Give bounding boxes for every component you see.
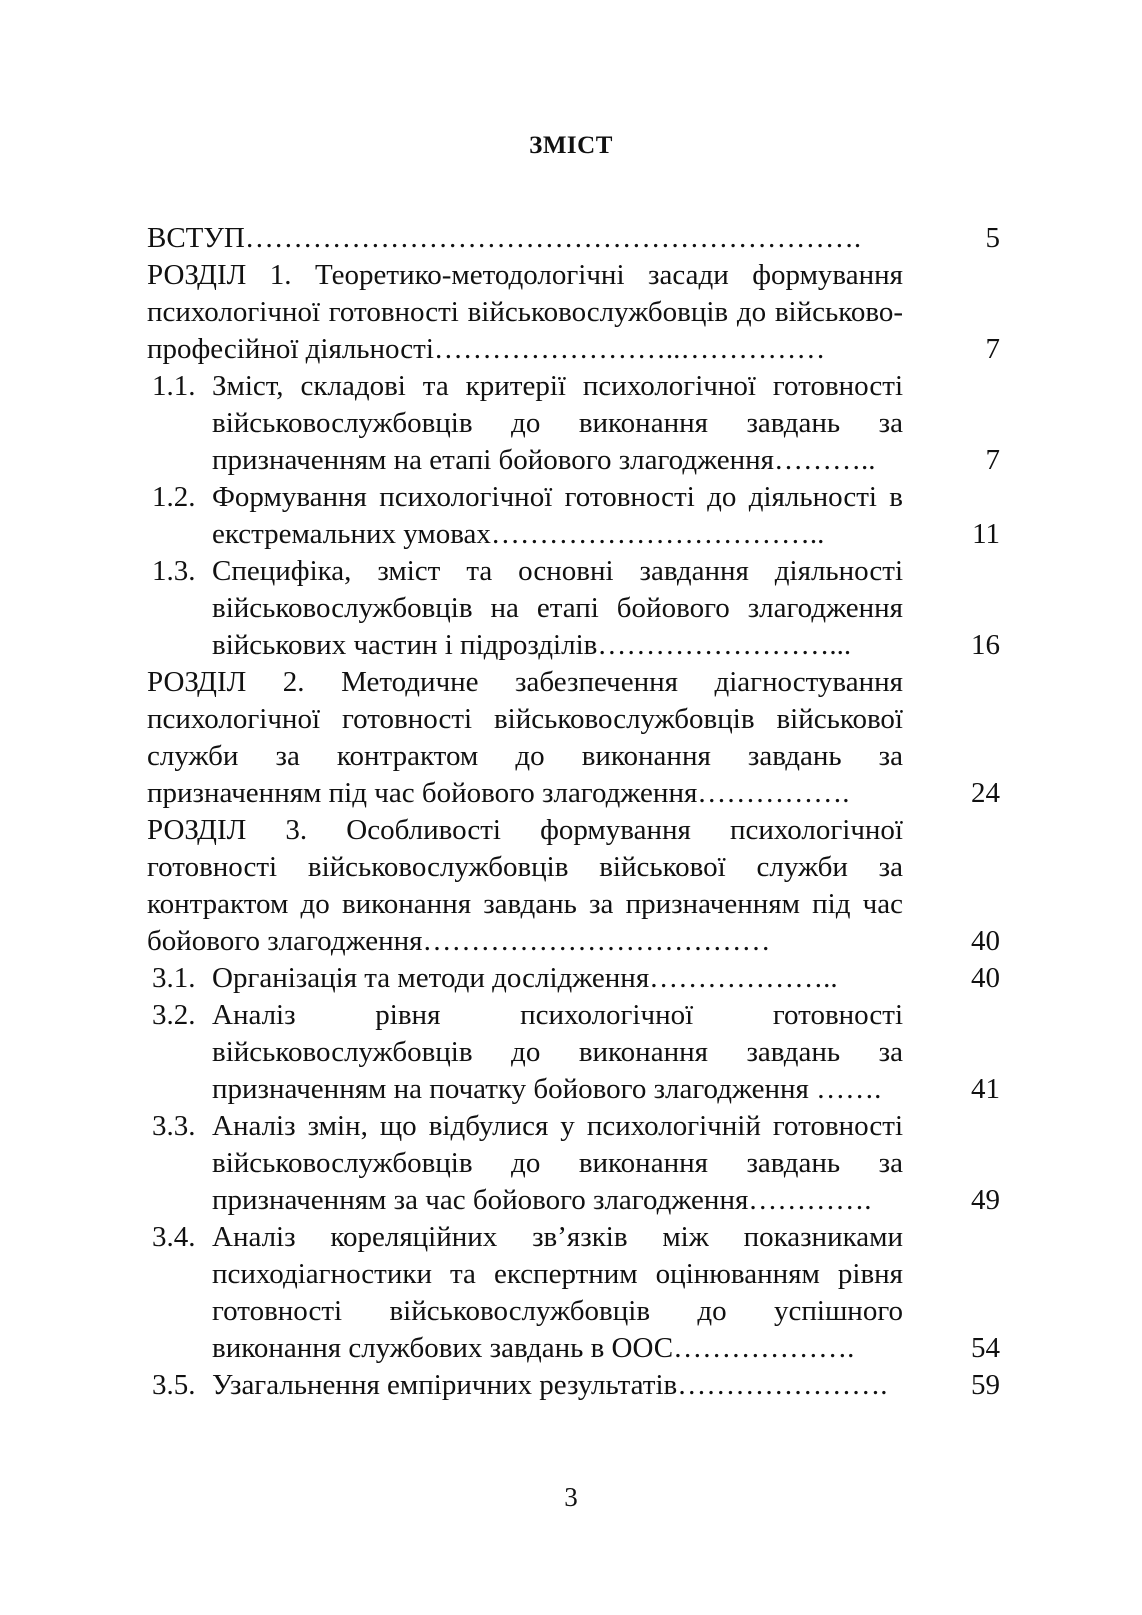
toc-entry-line: професійної діяльності……………………..…………… [147, 333, 826, 365]
toc-entry-number: 1.2. [152, 481, 196, 513]
toc-entry-line: контрактом до виконання завдань за призначенням під час [147, 888, 903, 920]
toc-entry-line: Організація та методи дослідження……………….. [212, 962, 838, 994]
toc-entry-number: 1.3. [152, 555, 196, 587]
toc-entry-line: психодіагностики та експертним оцінюванням рівня [212, 1258, 903, 1290]
toc-page-number: 41 [971, 1073, 1000, 1105]
toc-entry-line: військовослужбовців на етапі бойового злагодження [212, 592, 903, 624]
toc-entry-line: РОЗДІЛ 3. Особливості формування психологічної [147, 814, 903, 846]
toc-entry-number: 3.2. [152, 999, 196, 1031]
toc-page-number: 24 [971, 777, 1000, 809]
toc-entry-line: виконання службових завдань в ООС………………. [212, 1332, 855, 1364]
toc-entry-line: військовослужбовців до виконання завдань за [212, 1036, 903, 1068]
toc-page-number: 7 [985, 333, 1000, 365]
toc-entry-line: Аналіз кореляційних зв’язків між показниками [212, 1221, 903, 1253]
toc-entry-line: бойового злагодження……………………………… [147, 925, 771, 957]
toc-entry-line: Аналіз рівня психологічної готовності [212, 999, 903, 1031]
toc-entry-line: служби за контрактом до виконання завдань за [147, 740, 903, 772]
toc-entry-number: 3.4. [152, 1221, 196, 1253]
toc-entry-line: призначенням за час бойового злагодження…………. [212, 1184, 872, 1216]
toc-entry-line: Формування психологічної готовності до діяльності в [212, 481, 903, 513]
footer-page-number: 3 [564, 1482, 578, 1512]
page-title: ЗМІСТ [529, 132, 613, 159]
toc-entry-line: призначенням на початку бойового злагодження ……. [212, 1073, 882, 1105]
toc-page-number: 54 [971, 1332, 1000, 1364]
toc-entry-number: 3.3. [152, 1110, 196, 1142]
toc-entry-number: 3.5. [152, 1369, 196, 1401]
toc-entry-line: військовослужбовців до виконання завдань за [212, 1147, 903, 1179]
toc-entry-line: РОЗДІЛ 2. Методичне забезпечення діагностування [147, 666, 903, 698]
toc-entry-line: психологічної готовності військовослужбовців військової [147, 703, 903, 735]
toc-entry-line: ВСТУП………………………………………………………. [147, 222, 862, 254]
toc-entry-number: 3.1. [152, 962, 196, 994]
toc-page-number: 40 [971, 925, 1000, 957]
toc-page-number: 40 [971, 962, 1000, 994]
toc-entry-line: військовослужбовців до виконання завдань за [212, 407, 903, 439]
toc-page-number: 16 [971, 629, 1000, 661]
toc-entry-line: психологічної готовності військовослужбовців до військово- [147, 296, 903, 328]
toc-entry-line: військових частин і підрозділів……………………... [212, 629, 852, 661]
toc-entry-line: призначенням на етапі бойового злагодження……….. [212, 444, 876, 476]
toc-entry-line: призначенням під час бойового злагодження……………. [147, 777, 850, 809]
toc-page-number: 59 [971, 1369, 1000, 1401]
toc-entry-line: готовності військовослужбовців військової служби за [147, 851, 903, 883]
toc-page-number: 5 [985, 222, 1000, 254]
toc-entry-line: Аналіз змін, що відбулися у психологічній готовності [212, 1110, 903, 1142]
toc-entry-line: Специфіка, зміст та основні завдання діяльності [212, 555, 903, 587]
toc-entry-line: Узагальнення емпіричних результатів…………………. [212, 1369, 888, 1401]
toc-entry-number: 1.1. [152, 370, 196, 402]
toc-entry-line: готовності військовослужбовців до успішного [212, 1295, 903, 1327]
toc-entry-line: екстремальних умовах…………………………….. [212, 518, 825, 550]
toc-page-number: 11 [972, 518, 1000, 550]
toc-page-number: 7 [985, 444, 1000, 476]
toc-entry-line: Зміст, складові та критерії психологічної готовності [212, 370, 903, 402]
toc-entry-line: РОЗДІЛ 1. Теоретико-методологічні засади формування [147, 259, 903, 291]
toc-page-number: 49 [971, 1184, 1000, 1216]
